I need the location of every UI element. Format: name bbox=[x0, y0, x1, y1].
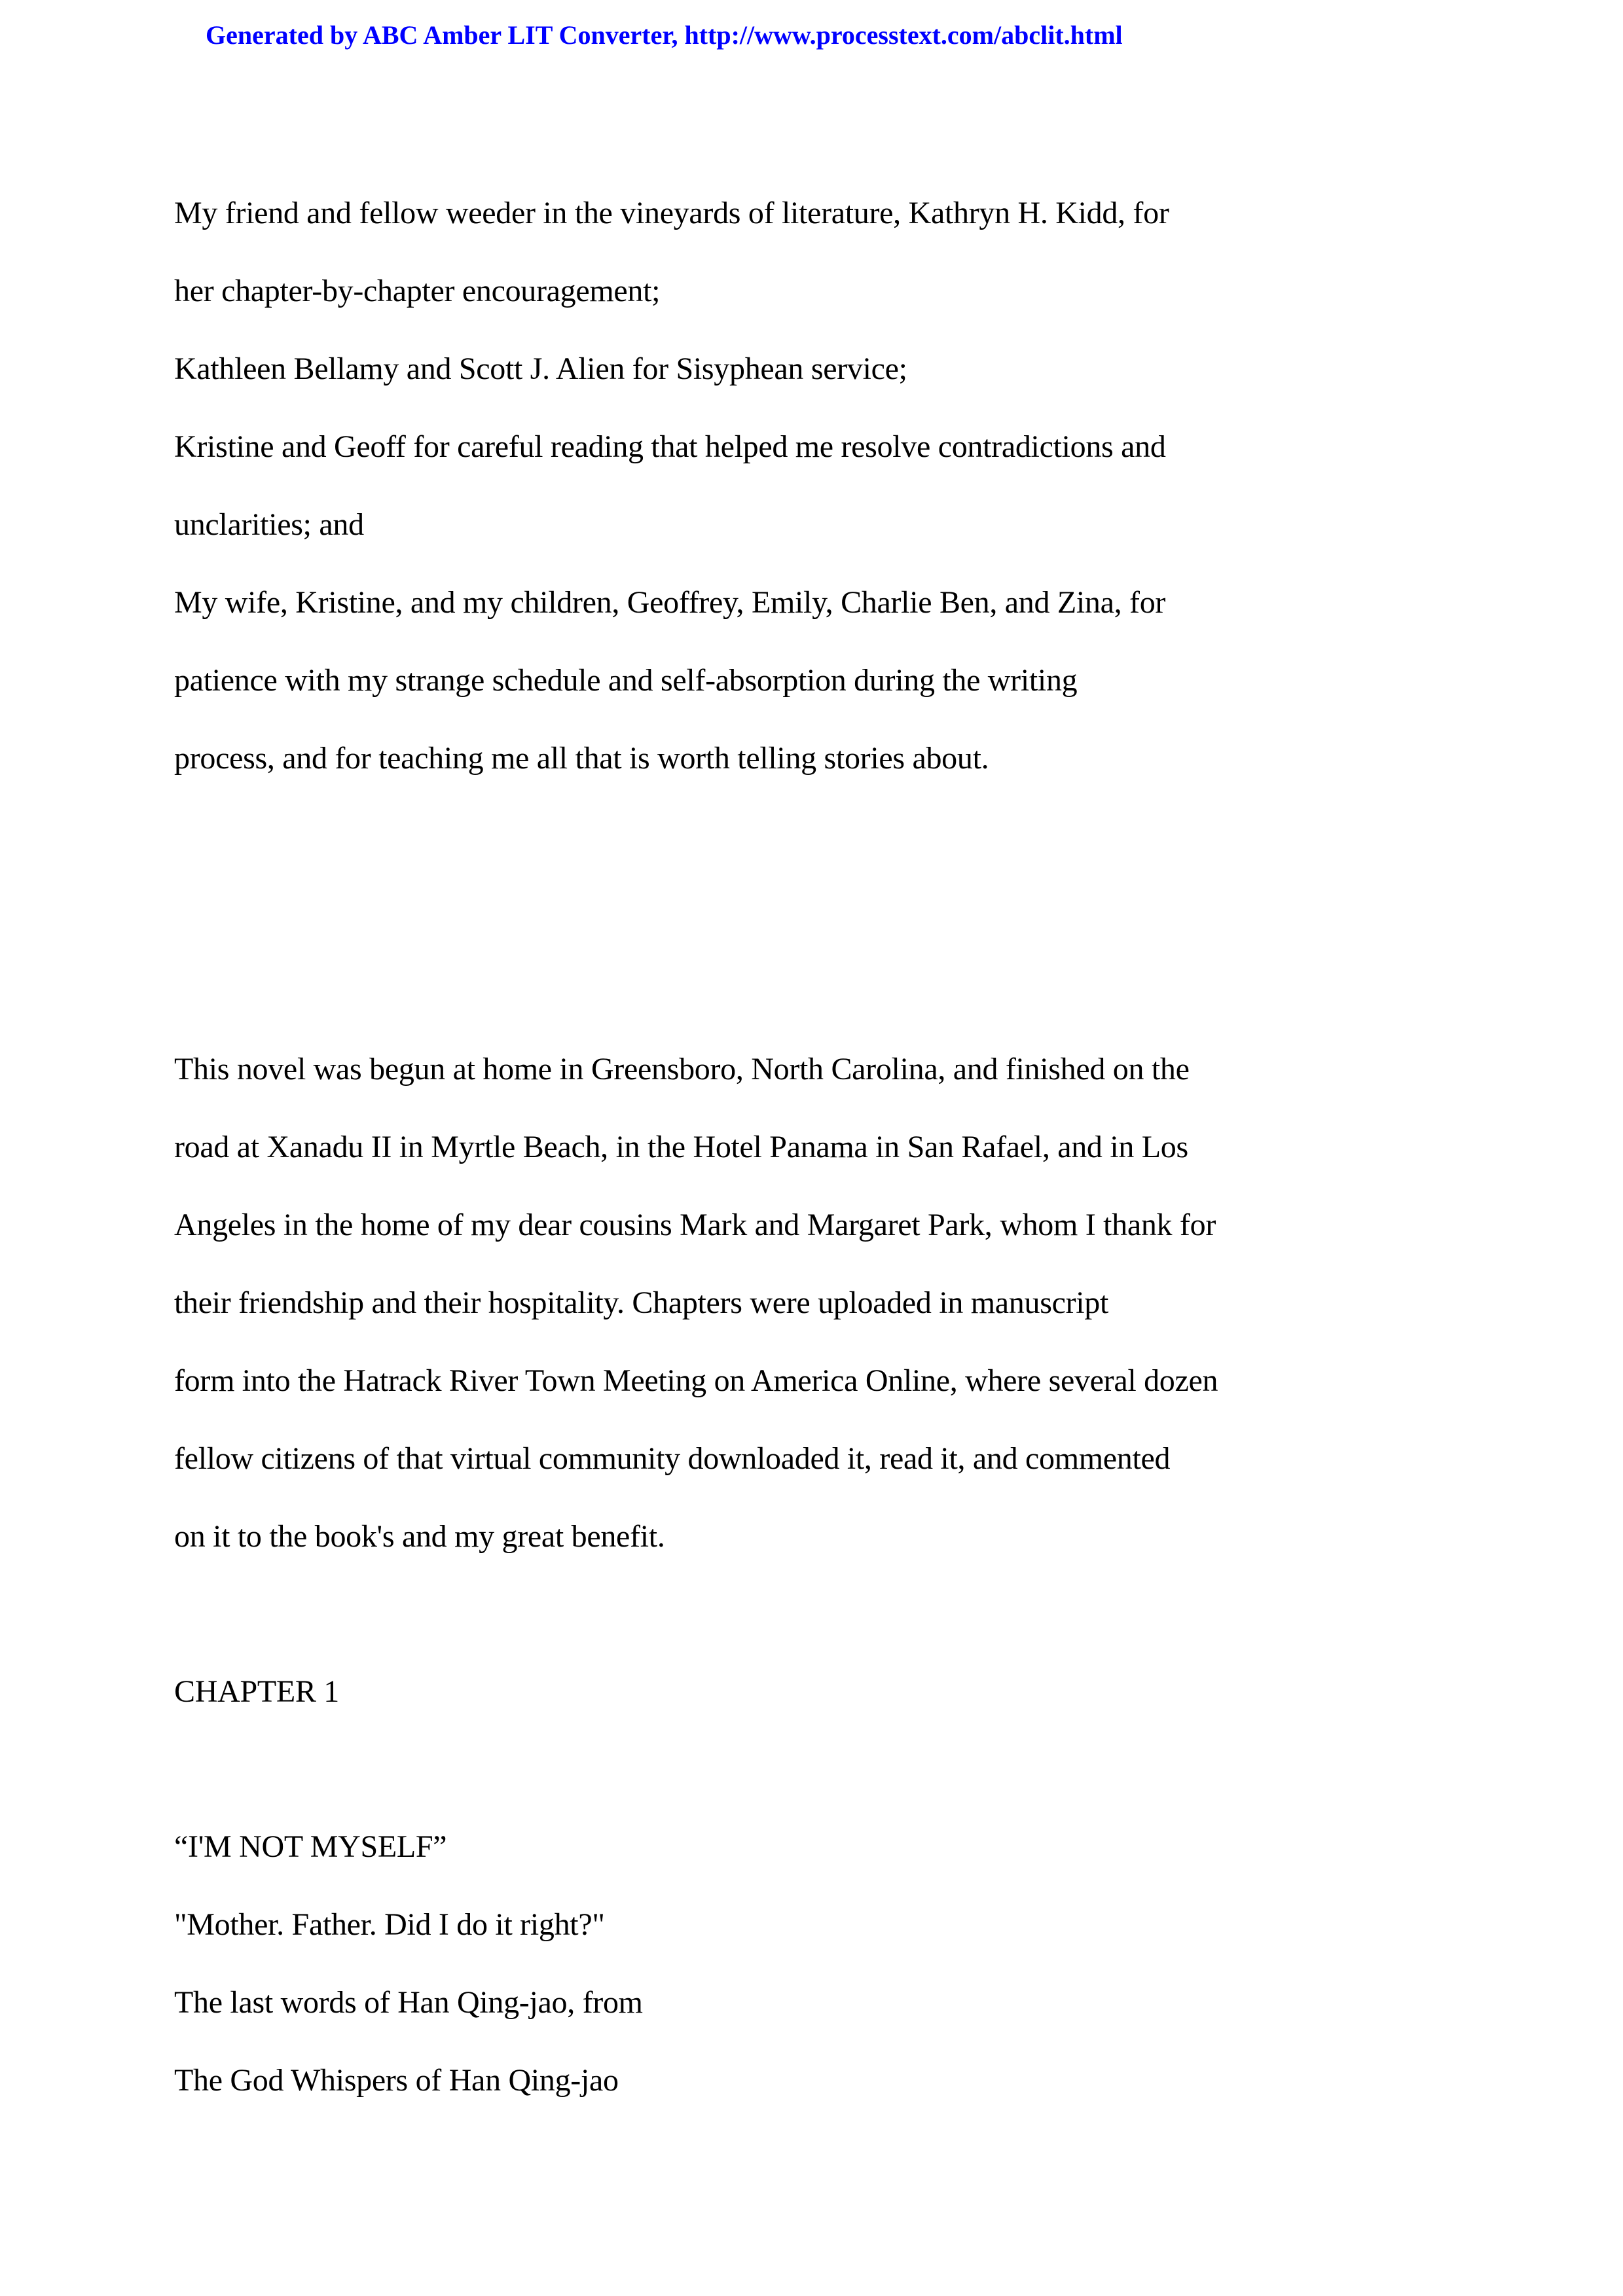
text-line: My wife, Kristine, and my children, Geoffrey, Emily, Charlie Ben, and Zina, for bbox=[174, 585, 1166, 620]
text-line: Angeles in the home of my dear cousins Mark and Margaret Park, whom I thank for bbox=[174, 1208, 1216, 1242]
text-line: Kristine and Geoff for careful reading that helped me resolve contradictions and bbox=[174, 429, 1166, 464]
epigraph-line: The last words of Han Qing-jao, from bbox=[174, 1985, 643, 2020]
text-line: This novel was begun at home in Greensboro, North Carolina, and finished on the bbox=[174, 1052, 1190, 1086]
text-line: patience with my strange schedule and self-absorption during the writing bbox=[174, 663, 1078, 698]
chapter-title: “I'M NOT MYSELF” bbox=[174, 1829, 447, 1864]
epigraph-line: The God Whispers of Han Qing-jao bbox=[174, 2063, 619, 2098]
text-line: form into the Hatrack River Town Meeting on America Online, where several dozen bbox=[174, 1363, 1218, 1398]
text-line: unclarities; and bbox=[174, 507, 364, 542]
text-line: Kathleen Bellamy and Scott J. Alien for Sisyphean service; bbox=[174, 351, 907, 386]
text-line: road at Xanadu II in Myrtle Beach, in the Hotel Panama in San Rafael, and in Los bbox=[174, 1130, 1188, 1164]
text-line: fellow citizens of that virtual community downloaded it, read it, and commented bbox=[174, 1441, 1171, 1476]
text-line: their friendship and their hospitality. Chapters were uploaded in manuscript bbox=[174, 1285, 1109, 1320]
converter-header: Generated by ABC Amber LIT Converter, http://www.processtext.com/abclit.html bbox=[206, 20, 1123, 50]
text-line: her chapter-by-chapter encouragement; bbox=[174, 274, 661, 308]
text-line: My friend and fellow weeder in the vineyards of literature, Kathryn H. Kidd, for bbox=[174, 196, 1169, 230]
epigraph-line: "Mother. Father. Did I do it right?" bbox=[174, 1907, 605, 1942]
text-line: on it to the book's and my great benefit. bbox=[174, 1519, 665, 1554]
chapter-heading: CHAPTER 1 bbox=[174, 1674, 339, 1709]
text-line: process, and for teaching me all that is worth telling stories about. bbox=[174, 741, 989, 776]
